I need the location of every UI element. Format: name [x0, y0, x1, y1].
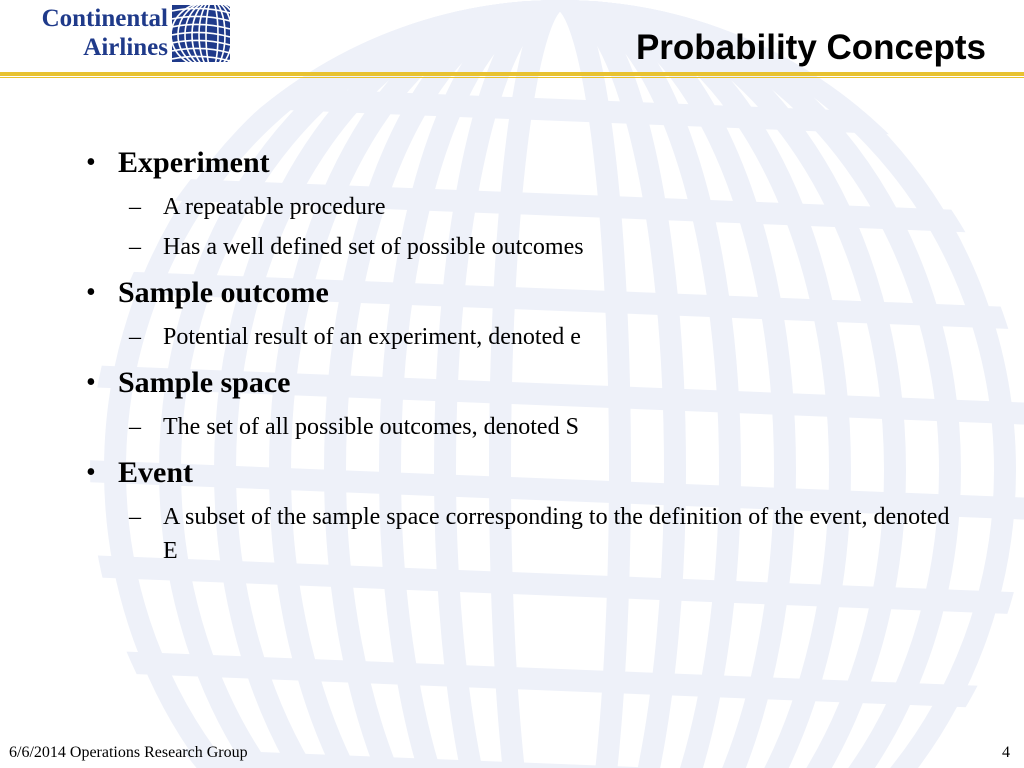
bullet-label: Sample space [118, 366, 291, 399]
bullet-label: Event [118, 456, 193, 489]
sub-bullet-list [0, 190, 1024, 264]
logo-line-1: Continental [41, 5, 168, 32]
dash-icon: – [129, 414, 141, 440]
sub-bullet-list [0, 500, 1024, 568]
sub-bullet-list [0, 320, 1024, 354]
bullet-heading [0, 362, 1024, 404]
dash-icon: – [129, 234, 141, 260]
dash-icon: – [129, 194, 141, 220]
sub-bullet-text: Has a well defined set of possible outcomes [163, 234, 584, 260]
globe-icon [172, 5, 230, 62]
continental-logo [0, 0, 235, 68]
footer-date-group: 6/6/2014 Operations Research Group [9, 744, 248, 761]
dash-icon: – [129, 504, 141, 530]
bullet-item [0, 452, 1024, 568]
bullet-heading [0, 452, 1024, 494]
title-underline [0, 72, 1024, 76]
sub-bullet-text: A repeatable procedure [163, 194, 386, 220]
logo-wordmark [42, 4, 168, 62]
sub-bullet-item [0, 500, 1024, 568]
sub-bullet-item [0, 230, 1024, 264]
sub-bullet-list [0, 410, 1024, 444]
bullet-heading [0, 142, 1024, 184]
bullet-item [0, 272, 1024, 354]
bullet-heading [0, 272, 1024, 314]
sub-bullet-text: The set of all possible outcomes, denoted S [163, 414, 579, 440]
bullet-dot-icon: • [86, 277, 96, 308]
slide-title: Probability Concepts [635, 28, 986, 67]
bullet-item [0, 142, 1024, 264]
bullet-label: Experiment [118, 146, 270, 179]
title-underline-thin [0, 77, 1024, 78]
sub-bullet-text: A subset of the sample space corresponding to the definition of the event, denoted E [163, 504, 950, 564]
bullet-dot-icon: • [86, 367, 96, 398]
logo-line-2: Airlines [83, 34, 168, 61]
sub-bullet-item [0, 190, 1024, 224]
sub-bullet-item [0, 320, 1024, 354]
bullet-label: Sample outcome [118, 276, 329, 309]
slide-content [0, 142, 1024, 576]
bullet-dot-icon: • [86, 457, 96, 488]
bullet-dot-icon: • [86, 147, 96, 178]
slide-number: 4 [1002, 744, 1010, 761]
bullet-item [0, 362, 1024, 444]
sub-bullet-text: Potential result of an experiment, denoted e [163, 324, 581, 350]
dash-icon: – [129, 324, 141, 350]
sub-bullet-item [0, 410, 1024, 444]
